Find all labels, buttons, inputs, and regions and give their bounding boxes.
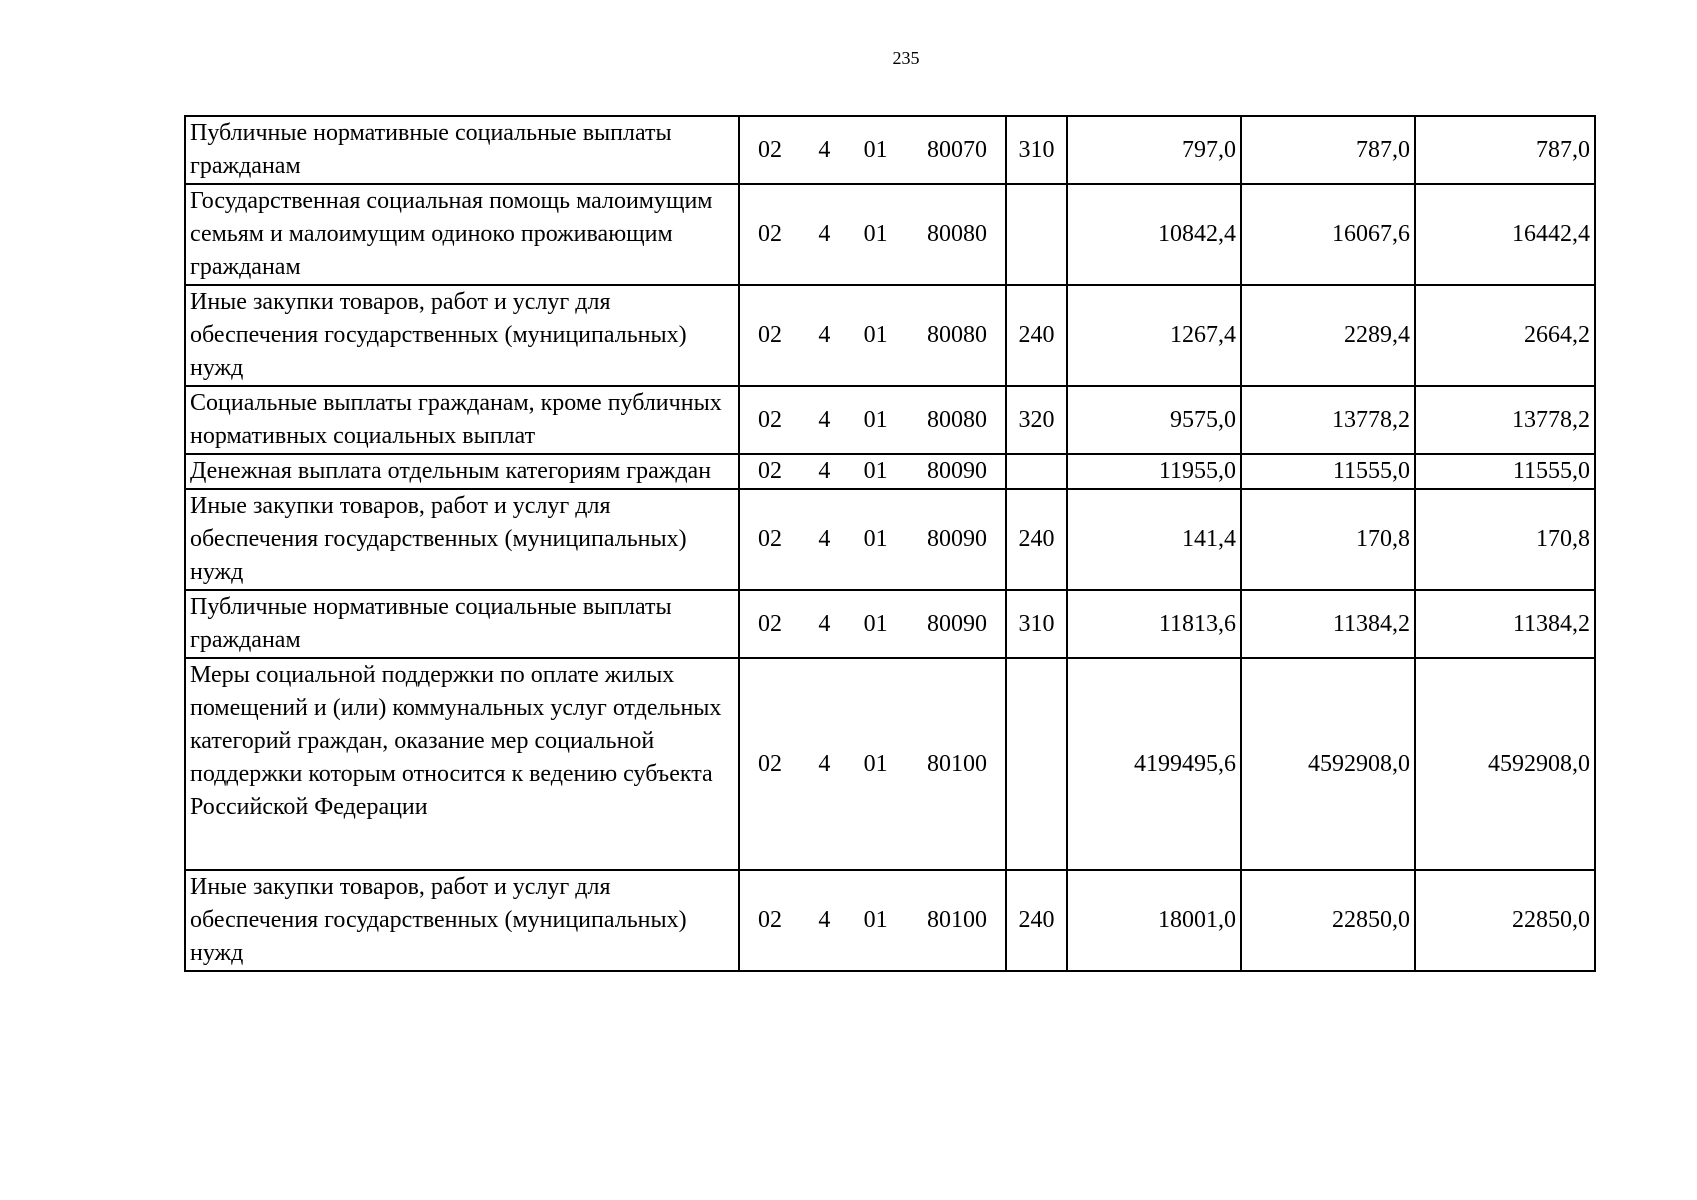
row-value-3-cell: 787,0 bbox=[1415, 116, 1595, 184]
row-value-2-cell: 2289,4 bbox=[1241, 285, 1415, 386]
code-part-c2: 4 bbox=[818, 907, 831, 933]
row-expense-type-cell: 240 bbox=[1006, 870, 1067, 971]
table-row bbox=[185, 658, 1595, 870]
code-part-c4: 80090 bbox=[926, 526, 987, 552]
code-part-c3: 01 bbox=[863, 406, 888, 433]
code-part-c2: 4 bbox=[818, 221, 831, 247]
row-expense-type-cell: 240 bbox=[1006, 489, 1067, 590]
table-row bbox=[185, 870, 1595, 971]
code-part-c4: 80080 bbox=[926, 406, 987, 433]
row-value-1-cell: 10842,4 bbox=[1067, 184, 1241, 285]
row-name-cell: Государственная социальная помощь малоимущим семьям и малоимущим одиноко проживающим гражданам bbox=[185, 184, 739, 285]
code-part-c1: 02 bbox=[758, 907, 782, 933]
row-code-cell bbox=[739, 285, 1006, 386]
row-code-cell bbox=[739, 386, 1006, 454]
table-row bbox=[185, 116, 1595, 184]
table-row bbox=[185, 285, 1595, 386]
code-part-c3: 01 bbox=[863, 907, 888, 933]
page-number: 235 bbox=[892, 48, 920, 68]
code-group bbox=[744, 608, 1001, 641]
code-part-c3: 01 bbox=[863, 136, 888, 163]
code-group bbox=[744, 319, 1001, 352]
code-part-c2: 4 bbox=[818, 458, 831, 484]
code-group bbox=[744, 904, 1001, 937]
row-value-2-cell: 170,8 bbox=[1241, 489, 1415, 590]
row-value-3-cell: 11384,2 bbox=[1415, 590, 1595, 658]
table-row bbox=[185, 184, 1595, 285]
row-name-cell: Социальные выплаты гражданам, кроме публичных нормативных социальных выплат bbox=[185, 386, 739, 454]
code-part-c2: 4 bbox=[818, 750, 831, 777]
code-part-c1: 02 bbox=[758, 610, 782, 637]
code-part-c4: 80100 bbox=[926, 750, 987, 777]
code-part-c1: 02 bbox=[758, 221, 782, 247]
row-code-cell bbox=[739, 658, 1006, 870]
table-row bbox=[185, 590, 1595, 658]
code-part-c2: 4 bbox=[818, 526, 831, 552]
table-row bbox=[185, 386, 1595, 454]
code-group bbox=[744, 218, 1001, 251]
code-part-c3: 01 bbox=[863, 221, 888, 247]
code-part-c4: 80100 bbox=[926, 907, 987, 933]
code-part-c2: 4 bbox=[818, 322, 831, 348]
row-name-cell: Публичные нормативные социальные выплаты гражданам bbox=[185, 590, 739, 658]
row-expense-type-cell bbox=[1006, 454, 1067, 489]
code-part-c1: 02 bbox=[758, 136, 782, 163]
table-body bbox=[185, 116, 1595, 971]
code-part-c3: 01 bbox=[863, 322, 888, 348]
code-part-c1: 02 bbox=[758, 526, 782, 552]
row-name-cell: Иные закупки товаров, работ и услуг для обеспечения государственных (муниципальных) нужд bbox=[185, 285, 739, 386]
code-group bbox=[744, 523, 1001, 556]
row-name-cell: Денежная выплата отдельным категориям граждан bbox=[185, 454, 739, 489]
row-name-cell: Иные закупки товаров, работ и услуг для обеспечения государственных (муниципальных) нужд bbox=[185, 870, 739, 971]
row-value-3-cell: 170,8 bbox=[1415, 489, 1595, 590]
code-part-c2: 4 bbox=[818, 406, 831, 433]
code-part-c3: 01 bbox=[863, 750, 888, 777]
code-group bbox=[744, 455, 1001, 488]
row-code-cell bbox=[739, 184, 1006, 285]
row-value-1-cell: 797,0 bbox=[1067, 116, 1241, 184]
table-row bbox=[185, 489, 1595, 590]
row-value-1-cell: 141,4 bbox=[1067, 489, 1241, 590]
code-group bbox=[744, 404, 1001, 437]
code-part-c4: 80090 bbox=[926, 458, 987, 484]
code-group bbox=[744, 748, 1001, 781]
row-value-1-cell: 18001,0 bbox=[1067, 870, 1241, 971]
row-value-3-cell: 2664,2 bbox=[1415, 285, 1595, 386]
row-code-cell bbox=[739, 116, 1006, 184]
row-value-2-cell: 11384,2 bbox=[1241, 590, 1415, 658]
code-part-c1: 02 bbox=[758, 458, 782, 484]
code-part-c4: 80070 bbox=[926, 136, 987, 163]
code-part-c1: 02 bbox=[758, 406, 782, 433]
row-value-3-cell: 16442,4 bbox=[1415, 184, 1595, 285]
row-name-cell: Меры социальной поддержки по оплате жилых помещений и (или) коммунальных услуг отдельных категорий граждан, оказание мер социальной поддержки которым относится к ведению субъекта Российской Федерации bbox=[185, 658, 739, 870]
row-code-cell bbox=[739, 590, 1006, 658]
code-group bbox=[744, 134, 1001, 167]
row-expense-type-cell: 240 bbox=[1006, 285, 1067, 386]
row-value-3-cell: 22850,0 bbox=[1415, 870, 1595, 971]
code-part-c3: 01 bbox=[863, 458, 888, 484]
row-expense-type-cell: 310 bbox=[1006, 590, 1067, 658]
row-value-2-cell: 16067,6 bbox=[1241, 184, 1415, 285]
row-value-1-cell: 9575,0 bbox=[1067, 386, 1241, 454]
row-name-cell: Иные закупки товаров, работ и услуг для обеспечения государственных (муниципальных) нужд bbox=[185, 489, 739, 590]
row-value-1-cell: 1267,4 bbox=[1067, 285, 1241, 386]
budget-table bbox=[184, 115, 1596, 972]
code-part-c4: 80080 bbox=[926, 221, 987, 247]
row-value-1-cell: 4199495,6 bbox=[1067, 658, 1241, 870]
row-value-1-cell: 11955,0 bbox=[1067, 454, 1241, 489]
row-value-3-cell: 4592908,0 bbox=[1415, 658, 1595, 870]
row-value-2-cell: 787,0 bbox=[1241, 116, 1415, 184]
row-name-cell: Публичные нормативные социальные выплаты гражданам bbox=[185, 116, 739, 184]
row-code-cell bbox=[739, 489, 1006, 590]
row-value-2-cell: 22850,0 bbox=[1241, 870, 1415, 971]
code-part-c3: 01 bbox=[863, 610, 888, 637]
code-part-c3: 01 bbox=[863, 526, 888, 552]
code-part-c4: 80090 bbox=[926, 610, 987, 637]
row-value-2-cell: 13778,2 bbox=[1241, 386, 1415, 454]
code-part-c4: 80080 bbox=[926, 322, 987, 348]
row-expense-type-cell bbox=[1006, 658, 1067, 870]
code-part-c2: 4 bbox=[818, 610, 831, 637]
row-value-2-cell: 4592908,0 bbox=[1241, 658, 1415, 870]
row-code-cell bbox=[739, 454, 1006, 489]
row-expense-type-cell bbox=[1006, 184, 1067, 285]
row-value-1-cell: 11813,6 bbox=[1067, 590, 1241, 658]
code-part-c1: 02 bbox=[758, 750, 782, 777]
row-value-3-cell: 13778,2 bbox=[1415, 386, 1595, 454]
row-code-cell bbox=[739, 870, 1006, 971]
code-part-c1: 02 bbox=[758, 322, 782, 348]
row-value-2-cell: 11555,0 bbox=[1241, 454, 1415, 489]
row-expense-type-cell: 310 bbox=[1006, 116, 1067, 184]
row-expense-type-cell: 320 bbox=[1006, 386, 1067, 454]
row-value-3-cell: 11555,0 bbox=[1415, 454, 1595, 489]
code-part-c2: 4 bbox=[818, 136, 831, 163]
table-row bbox=[185, 454, 1595, 489]
